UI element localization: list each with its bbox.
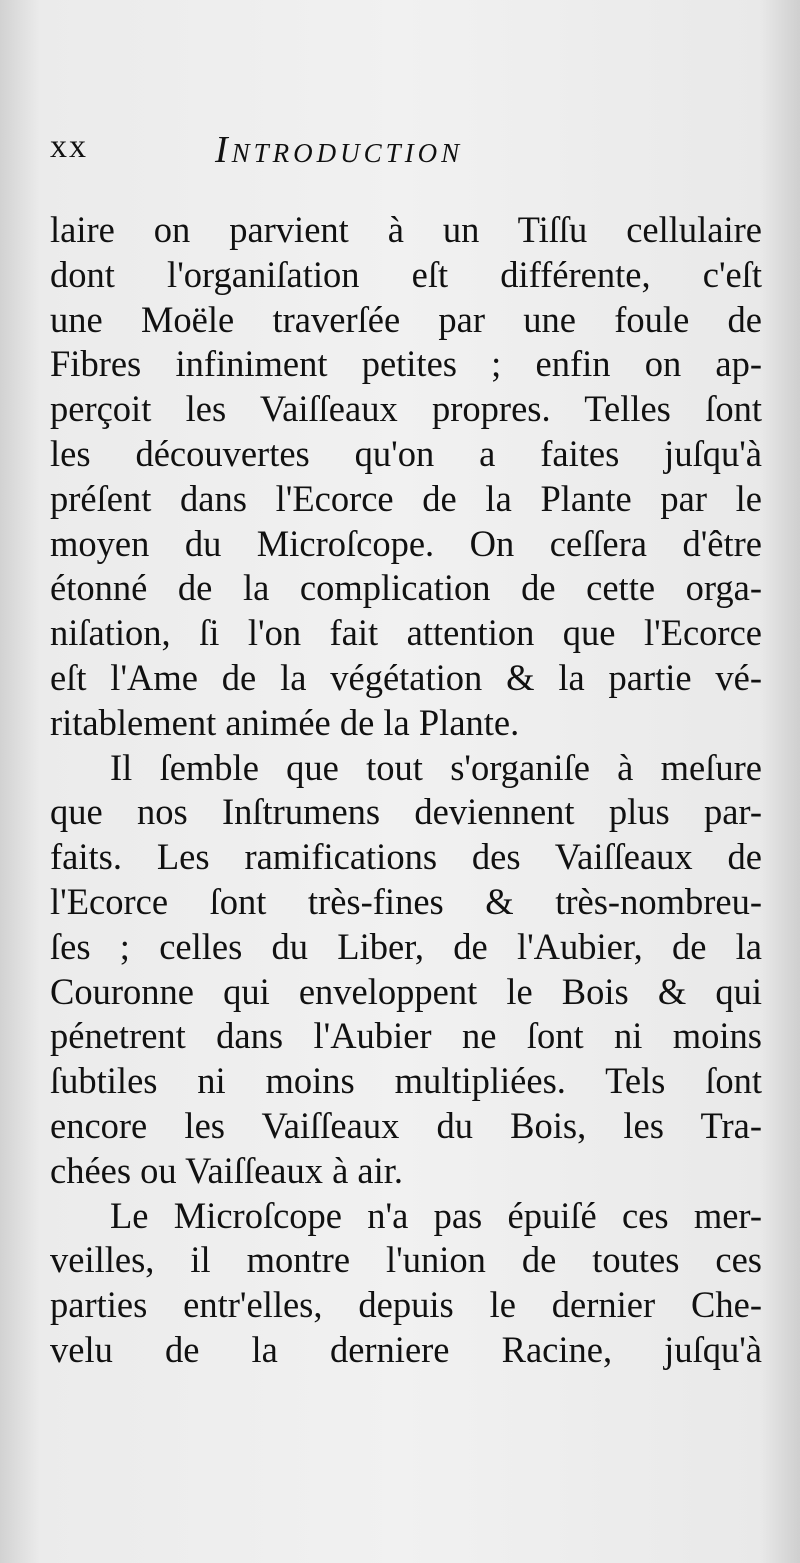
text-line: faits. Les ramifications des Vaiſſeaux de: [50, 836, 762, 878]
text-line: Il ſemble que tout s'organiſe à meſure: [110, 746, 762, 788]
text-line: préſent dans l'Ecorce de la Plante par le: [50, 477, 762, 519]
text-line: niſation, ſi l'on fait attention que l'Ecorce: [50, 612, 762, 654]
text-line: ſes ; celles du Liber, de l'Aubier, de la: [50, 925, 762, 967]
text-line: perçoit les Vaiſſeaux propres. Telles ſont: [50, 388, 762, 430]
text-line: une Moële traverſée par une foule de: [50, 298, 762, 340]
page-header: [50, 128, 750, 172]
body-text: [50, 208, 762, 1373]
text-line: l'Ecorce ſont très-fines & très-nombreu-: [50, 880, 762, 922]
running-head-text: Introduction: [215, 129, 464, 171]
text-line: Le Microſcope n'a pas épuiſé ces mer-: [110, 1194, 762, 1236]
text-line: chées ou Vaiſſeaux à air.: [50, 1149, 404, 1191]
text-line: ritablement animée de la Plante.: [50, 701, 520, 743]
text-line: laire on parvient à un Tiſſu cellulaire: [50, 209, 762, 250]
text-line: les découvertes qu'on a faites juſqu'à: [50, 432, 762, 474]
running-head: [215, 128, 463, 172]
text-line: pénetrent dans l'Aubier ne ſont ni moins: [50, 1015, 762, 1057]
text-line: eſt l'Ame de la végétation & la partie vé-: [50, 656, 762, 698]
text-line: parties entr'elles, depuis le dernier Che-: [50, 1284, 762, 1326]
text-line: veilles, il montre l'union de toutes ces: [50, 1239, 762, 1281]
text-line: Couronne qui enveloppent le Bois & qui: [50, 970, 762, 1012]
text-line: encore les Vaiſſeaux du Bois, les Tra-: [50, 1104, 762, 1146]
text-line: ſubtiles ni moins multipliées. Tels ſont: [50, 1060, 762, 1102]
text-line: Fibres infiniment petites ; enfin on ap-: [50, 343, 762, 385]
text-line: moyen du Microſcope. On ceſſera d'être: [50, 522, 762, 564]
text-line: étonné de la complication de cette orga-: [50, 567, 762, 609]
text-line: velu de la derniere Racine, juſqu'à: [50, 1328, 762, 1370]
text-line: dont l'organiſation eſt différente, c'eſt: [50, 253, 762, 295]
text-line: que nos Inſtrumens deviennent plus par-: [50, 791, 762, 833]
page-number: xx: [50, 128, 88, 165]
